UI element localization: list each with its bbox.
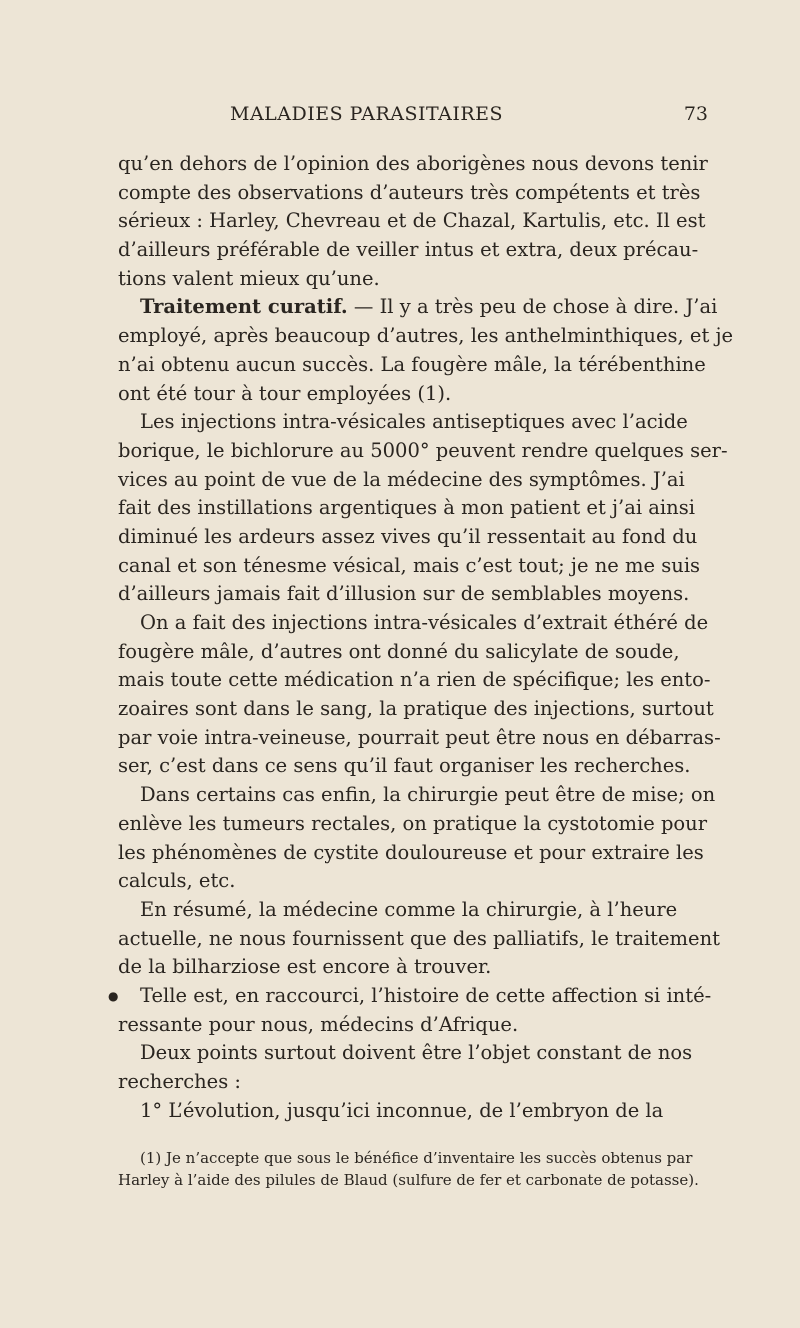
text-line: Dans certains cas enfin, la chirurgie peut être de mise; on [140, 783, 716, 807]
text-line: n’ai obtenu aucun succès. La fougère mâle, la térébenthine [118, 352, 706, 376]
text-line: enlève les tumeurs rectales, on pratique la cystotomie pour [118, 811, 708, 835]
text-line: borique, le bichlorure au 5000° peuvent rendre quelques ser- [118, 438, 728, 462]
text-line: par voie intra-veineuse, pourrait peut être nous en débarras- [118, 725, 721, 749]
text-line: employé, après beaucoup d’autres, les anthelminthiques, et je [118, 324, 734, 348]
text-line: calculs, etc. [118, 869, 236, 893]
page-header [118, 103, 708, 135]
text-line: ont été tour à tour employées (1). [118, 381, 452, 405]
text-line: tions valent mieux qu’une. [118, 266, 380, 290]
text-line: les phénomènes de cystite douloureuse et pour extraire les [118, 840, 704, 864]
text-line: fougère mâle, d’autres ont donné du salicylate de soude, [118, 639, 680, 663]
text-line: compte des observations d’auteurs très compétents et très [118, 180, 701, 204]
text-line: sérieux : Harley, Chevreau et de Chazal, Kartulis, etc. Il est [118, 209, 706, 233]
text-line: actuelle, ne nous fournissent que des palliatifs, le traitement [118, 926, 720, 950]
text-line: 1° L’évolution, jusqu’ici inconnue, de l’embryon de la [140, 1098, 664, 1122]
text-line: diminué les ardeurs assez vives qu’il ressentait au fond du [118, 524, 698, 548]
text-line: recherches : [118, 1070, 241, 1093]
body-text [108, 150, 734, 1125]
text-line: fait des instillations argentiques à mon patient et j’ai ainsi [118, 496, 695, 520]
text-line: d’ailleurs préférable de veiller intus et extra, deux précau- [118, 238, 699, 262]
footnote-line: Harley à l’aide des pilules de Blaud (sulfure de fer et carbonate de potasse). [118, 1171, 699, 1189]
text-line: ser, c’est dans ce sens qu’il faut organiser les recherches. [118, 754, 691, 778]
text-run: — Il y a très peu de chose à dire. J’ai [347, 295, 718, 319]
text-line: Deux points surtout doivent être l’objet constant de nos [140, 1041, 693, 1065]
text-run: Telle est, en raccourci, l’histoire de cette affection si inté- [140, 983, 712, 1007]
text-line: Les injections intra-vésicales antiseptiques avec l’acide [140, 410, 688, 434]
section-heading-line [118, 293, 718, 322]
footnote [118, 1147, 713, 1191]
footnote-line: (1) Je n’accepte que sous le bénéfice d’inventaire les succès obtenus par [140, 1149, 693, 1167]
text-line: canal et son ténesme vésical, mais c’est tout; je ne me suis [118, 553, 701, 577]
text-line: vices au point de vue de la médecine des symptômes. J’ai [118, 467, 685, 491]
text-line: On a fait des injections intra-vésicales d’extrait éthéré de [140, 611, 709, 634]
text-line: En résumé, la médecine comme la chirurgie, à l’heure [140, 897, 678, 921]
running-title: MALADIES PARASITAIRES [230, 103, 504, 125]
text-line: de la bilharziose est encore à trouver. [118, 955, 492, 979]
text-line: zoaires sont dans le sang, la pratique des injections, surtout [118, 697, 714, 721]
text-line: mais toute cette médication n’a rien de spécifique; les ento- [118, 668, 711, 692]
page-number: 73 [683, 103, 708, 125]
ink-spot-icon: ● [108, 988, 119, 1003]
text-line-with-mark [108, 982, 713, 1011]
section-heading: Traitement curatif. [140, 295, 348, 319]
text-line: qu’en dehors de l’opinion des aborigènes nous devons tenir [118, 152, 708, 175]
text-line: ressante pour nous, médecins d’Afrique. [118, 1012, 519, 1036]
text-line: d’ailleurs jamais fait d’illusion sur de semblables moyens. [118, 582, 690, 606]
